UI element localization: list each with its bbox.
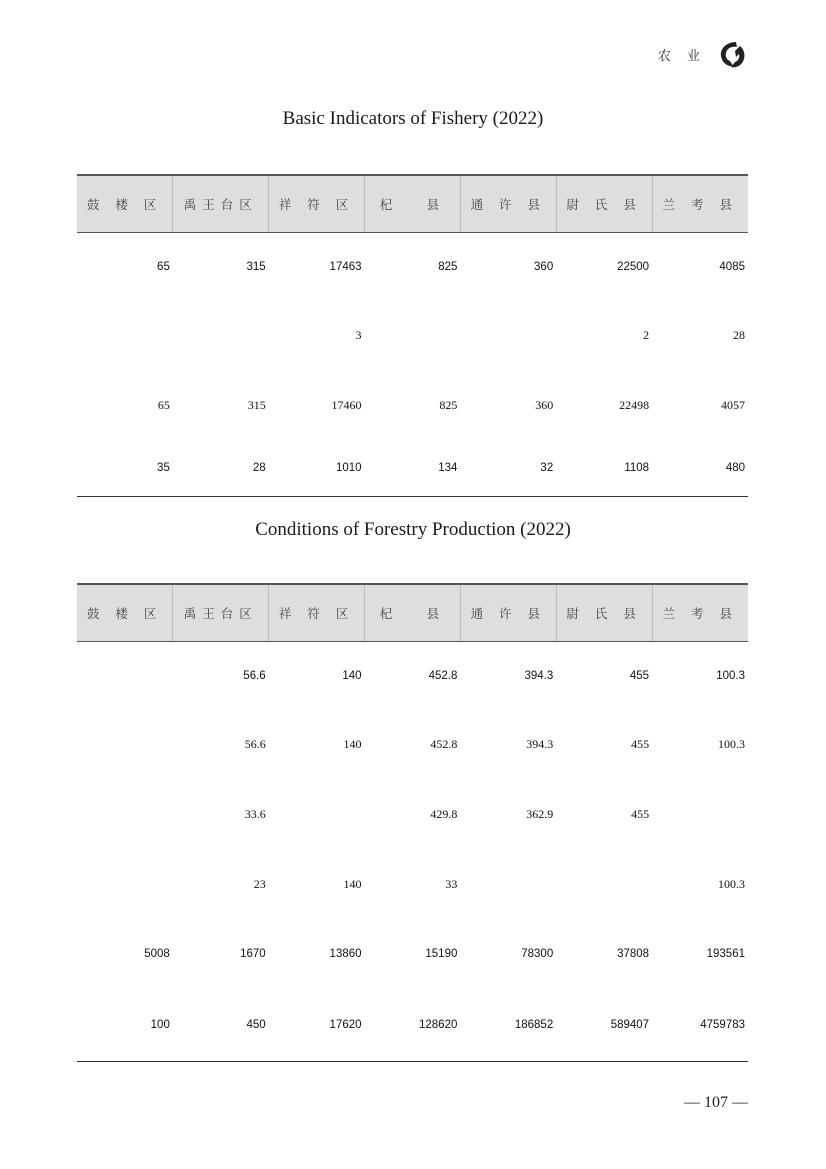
table-cell: 3 xyxy=(355,328,362,342)
fishery-table-title: Basic Indicators of Fishery (2022) xyxy=(282,108,544,129)
table-cell: 28 xyxy=(173,441,269,497)
column-header: 尉 氏 县 xyxy=(556,175,652,233)
table-cell: 480 xyxy=(652,441,748,497)
table-cell xyxy=(77,850,173,920)
table-row xyxy=(77,301,748,371)
table-cell: 1010 xyxy=(269,441,365,497)
table-cell: 1670 xyxy=(240,948,266,960)
column-header: 兰 考 县 xyxy=(652,584,748,642)
fishery-table-body xyxy=(77,233,748,497)
table-cell xyxy=(77,301,173,371)
table-cell: 2 xyxy=(643,328,650,342)
column-header: 禹王台区 xyxy=(173,584,269,642)
table-cell: 450 xyxy=(173,989,269,1062)
table-cell: 5008 xyxy=(144,948,170,960)
table-cell xyxy=(77,642,173,710)
table-cell: 100.3 xyxy=(716,669,745,682)
table-cell: 4085 xyxy=(719,260,745,273)
table-cell: 22500 xyxy=(617,260,650,273)
forestry-table-body xyxy=(77,642,748,1062)
table-cell xyxy=(556,850,652,920)
table-row xyxy=(77,710,748,780)
table-cell: 23 xyxy=(253,877,266,891)
table-cell: 33.6 xyxy=(244,807,266,821)
column-header: 通 许 县 xyxy=(460,175,556,233)
table-cell: 394.3 xyxy=(526,737,554,751)
table-cell: 140 xyxy=(343,737,362,751)
table-cell xyxy=(77,710,173,780)
column-header: 禹王台区 xyxy=(173,175,269,233)
forestry-table xyxy=(77,583,748,1062)
table-cell: 33 xyxy=(445,877,458,891)
table-cell: 4759783 xyxy=(652,989,748,1062)
table-cell: 78300 xyxy=(521,948,554,960)
table-cell: 4057 xyxy=(721,398,745,412)
table-row xyxy=(77,780,748,850)
column-header: 祥 符 区 xyxy=(269,175,365,233)
table-cell: 362.9 xyxy=(526,807,554,821)
table-cell: 452.8 xyxy=(430,737,458,751)
column-header: 杞 县 xyxy=(365,584,461,642)
table-cell: 65 xyxy=(157,260,170,273)
table-cell: 360 xyxy=(535,398,554,412)
section-label: 农 业 xyxy=(657,48,706,64)
table-cell: 186852 xyxy=(460,989,556,1062)
table-cell: 315 xyxy=(247,398,266,412)
column-header: 通 许 县 xyxy=(460,584,556,642)
table-cell: 452.8 xyxy=(428,669,458,682)
table-cell: 32 xyxy=(460,441,556,497)
column-header: 祥 符 区 xyxy=(269,584,365,642)
table-cell: 140 xyxy=(343,877,362,891)
table-cell: 56.6 xyxy=(243,669,266,682)
forestry-table-title: Conditions of Forestry Production (2022) xyxy=(255,519,571,540)
table-cell xyxy=(173,301,269,371)
table-cell: 825 xyxy=(438,260,458,273)
table-cell: 134 xyxy=(365,441,461,497)
column-header: 鼓 楼 区 xyxy=(77,175,173,233)
table-cell: 65 xyxy=(157,398,170,412)
table-cell: 22498 xyxy=(619,398,650,412)
table-cell: 35 xyxy=(77,441,173,497)
page-number: — 107 — xyxy=(684,1094,748,1111)
table-cell: 28 xyxy=(733,328,745,342)
table-cell: 17620 xyxy=(269,989,365,1062)
table-row xyxy=(77,642,748,710)
column-header: 鼓 楼 区 xyxy=(77,584,173,642)
table-cell: 825 xyxy=(439,398,458,412)
table-cell: 394.3 xyxy=(524,669,554,682)
column-header: 尉 氏 县 xyxy=(556,584,652,642)
table-cell: 589407 xyxy=(556,989,652,1062)
table-cell: 15190 xyxy=(425,948,458,960)
table-cell: 100.3 xyxy=(718,877,745,891)
table-row xyxy=(77,850,748,920)
table-cell: 100.3 xyxy=(718,737,745,751)
table-cell xyxy=(652,780,748,850)
table-cell: 193561 xyxy=(706,948,745,960)
table-cell: 455 xyxy=(631,807,650,821)
table-cell: 128620 xyxy=(365,989,461,1062)
fishery-table xyxy=(77,174,748,497)
fishery-header-row xyxy=(77,175,748,233)
table-cell xyxy=(77,780,173,850)
table-cell: 37808 xyxy=(617,948,650,960)
table-cell xyxy=(460,850,556,920)
page-header xyxy=(658,38,748,70)
table-cell: 56.6 xyxy=(244,737,266,751)
column-header: 兰 考 县 xyxy=(652,175,748,233)
table-cell: 315 xyxy=(246,260,266,273)
table-cell: 1108 xyxy=(556,441,652,497)
table-cell: 360 xyxy=(534,260,554,273)
table-cell: 455 xyxy=(629,669,650,682)
table-cell: 100 xyxy=(77,989,173,1062)
table-cell: 17460 xyxy=(331,398,362,412)
table-cell: 13860 xyxy=(329,948,362,960)
yearbook-logo-icon xyxy=(716,38,748,70)
table-row xyxy=(77,989,748,1062)
table-cell xyxy=(460,301,556,371)
column-header: 杞 县 xyxy=(365,175,461,233)
table-cell: 455 xyxy=(631,737,650,751)
table-cell: 17463 xyxy=(329,260,362,273)
forestry-header-row xyxy=(77,584,748,642)
table-row xyxy=(77,371,748,441)
table-row xyxy=(77,920,748,989)
table-cell: 140 xyxy=(342,669,362,682)
table-cell xyxy=(365,301,461,371)
table-row xyxy=(77,441,748,497)
table-cell xyxy=(269,780,365,850)
table-cell: 429.8 xyxy=(430,807,458,821)
table-row xyxy=(77,233,748,301)
